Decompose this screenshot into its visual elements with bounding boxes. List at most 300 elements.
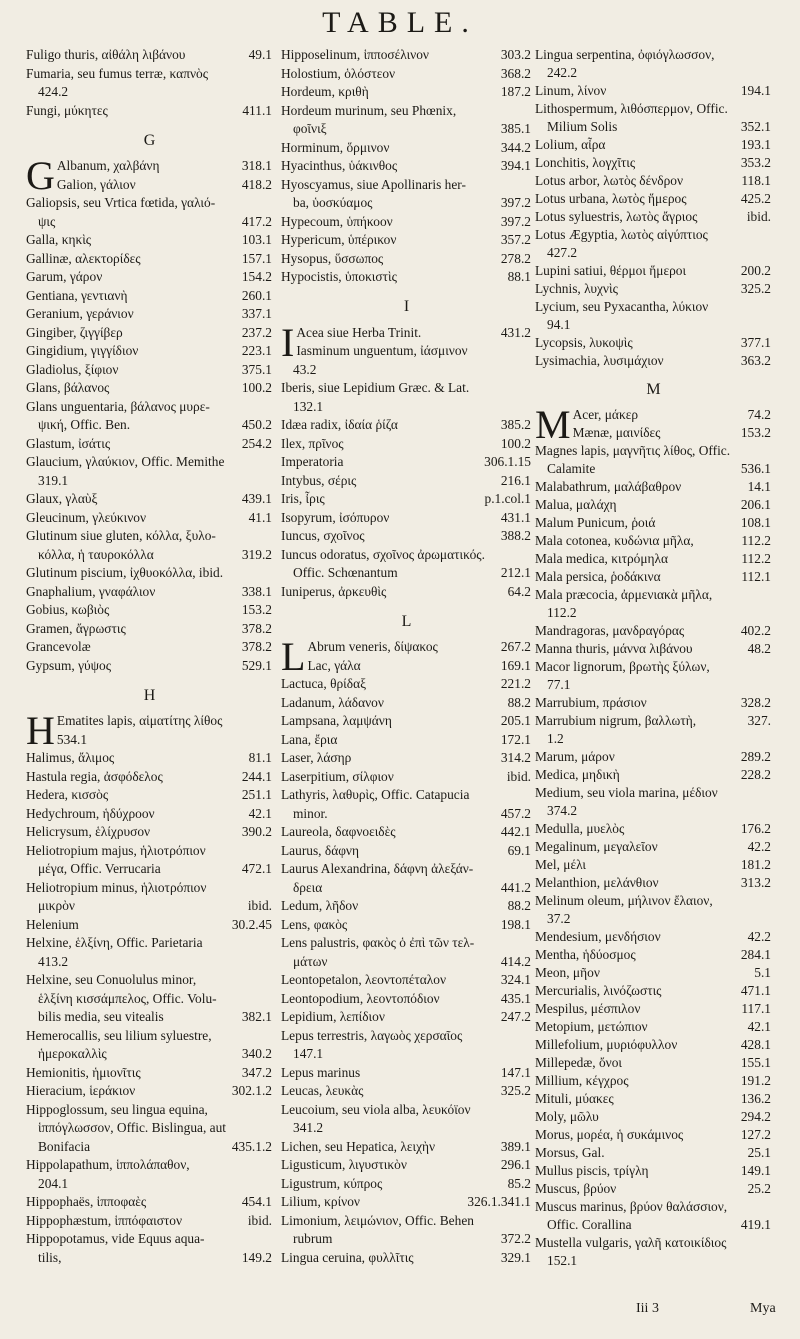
index-entry [26, 342, 274, 361]
page-ref: 112.1 [741, 569, 771, 584]
entry-line [535, 226, 771, 244]
entry-line [281, 268, 531, 287]
page-ref: 244.1 [241, 768, 272, 784]
entry-term: Melanthion, μελάνθιον [535, 875, 659, 890]
index-entry [26, 786, 274, 805]
entry-term: Medulla, μυελὸς [535, 821, 625, 836]
index-entry [26, 620, 274, 639]
entry-term-cont: μικρὸν [38, 898, 75, 913]
entry-term: Galla, κηκὶς [26, 232, 92, 247]
entry-line [535, 712, 771, 730]
page-ref: 318.1 [241, 158, 272, 173]
entry-line [281, 1156, 531, 1175]
page-ref: 435.1 [500, 990, 531, 1006]
entry-line [26, 435, 272, 454]
entry-line [281, 1138, 531, 1157]
page-ref: 212.1 [500, 565, 531, 580]
index-entry [26, 287, 274, 306]
entry-term: Hypocistis, ὑποκιστὶς [281, 269, 397, 284]
entry-term: Helenium [26, 916, 79, 932]
entry-continuation [535, 244, 771, 262]
page-ref: ibid. [746, 209, 771, 224]
entry-line [535, 820, 771, 838]
index-entry [535, 352, 773, 370]
index-entry [535, 424, 773, 442]
entry-line [535, 928, 771, 946]
index-entry [535, 820, 773, 838]
index-entry [281, 268, 533, 287]
index-entry [535, 46, 773, 82]
entry-line [535, 1234, 771, 1252]
entry-line [26, 46, 272, 65]
entry-line [535, 442, 771, 460]
entry-line [26, 620, 272, 639]
entry-term: Manna thuris, μάννα λιβάνου [535, 641, 693, 656]
index-entry [281, 860, 533, 897]
page-ref: 181.2 [740, 857, 771, 872]
page-ref: 324.1 [500, 972, 531, 987]
entry-term-cont: Milium Solis [547, 119, 618, 134]
entry-line [535, 694, 771, 712]
entry-term-cont: μέγα, Offic. Verrucaria [38, 861, 161, 876]
entry-term: Idæa radix, ἰδαία ῥίζα [281, 417, 398, 432]
entry-line [281, 231, 531, 250]
index-entry [535, 136, 773, 154]
entry-term: Lupini satiui, θέρμοι ἥμεροι [535, 263, 687, 278]
page-ref: 536.1 [740, 461, 771, 476]
index-entry [535, 928, 773, 946]
entry-term: Marrubium, πράσιον [535, 695, 647, 710]
entry-line [535, 334, 771, 352]
page-ref: 25.1 [747, 1145, 771, 1160]
entry-line [26, 509, 272, 528]
entry-term: Acea siue Herba Trinit. [296, 324, 422, 340]
entry-line [281, 416, 531, 435]
entry-term: Holostium, ὁλόστεον [281, 65, 396, 81]
entry-term: Heliotropium majus, ἡλιοτρόπιον [26, 842, 206, 858]
entry-term: Ladanum, λάδανον [281, 694, 384, 710]
index-entry [26, 324, 274, 343]
page-ref: 337.1 [241, 306, 272, 321]
entry-term: Iberis, siue Lepidium Græc. & Lat. [281, 380, 470, 395]
page-ref: 42.2 [747, 929, 771, 944]
entry-term: Hordeum, κριθὴ [281, 84, 369, 99]
page-ref: 296.1 [500, 1157, 531, 1172]
index-entry [535, 442, 773, 478]
entry-term: Mespilus, μέσπιλον [535, 1001, 641, 1016]
index-entry [281, 1249, 533, 1268]
entry-term: Morus, μορέα, ἡ συκάμινος [535, 1127, 684, 1142]
index-entry [535, 100, 773, 136]
entry-line [281, 1101, 531, 1120]
index-entry [26, 250, 274, 269]
entry-line [26, 1212, 272, 1231]
page-ref: 206.1 [740, 497, 771, 512]
entry-term: Lens palustris, φακὸς ὁ ἐπὶ τῶν τελ- [281, 935, 475, 950]
index-entry [535, 262, 773, 280]
index-entry [535, 478, 773, 496]
entry-term: Lana, ἔρια [281, 731, 338, 747]
entry-term: Iuncus, σχοῖνος [281, 528, 365, 543]
entry-term: Gingiber, ζιγγίβερ [26, 324, 123, 340]
entry-term-cont: 341.2 [293, 1120, 324, 1135]
entry-term: Marrubium nigrum, βαλλωτὴ, [535, 713, 697, 728]
entry-term: Halimus, ἄλιμος [26, 750, 115, 765]
entry-line [535, 640, 771, 658]
entry-term: Hippolapathum, ἱππολάπαθον, [26, 1157, 190, 1172]
entry-line [281, 46, 531, 65]
entry-line [26, 823, 272, 842]
entry-term: Leontopodium, λεοντοπόδιον [281, 990, 440, 1006]
page-ref: 418.2 [241, 176, 272, 192]
entry-line [281, 1082, 531, 1101]
index-column-3 [535, 46, 773, 1270]
entry-line [281, 971, 531, 990]
page-ref: 414.2 [500, 953, 531, 969]
index-entry [535, 82, 773, 100]
page-ref: 385.2 [500, 417, 531, 432]
index-entry [535, 298, 773, 334]
entry-continuation [535, 118, 771, 136]
entry-line [535, 172, 771, 190]
page-ref: 428.1 [740, 1037, 771, 1052]
page-ref: 377.1 [740, 335, 771, 350]
section-letter: M [646, 381, 662, 398]
entry-term: Hedera, κισσὸς [26, 787, 109, 802]
entry-line [26, 1101, 272, 1120]
index-entry [281, 1212, 533, 1249]
index-entry [281, 46, 533, 65]
page-ref: 147.1 [500, 1064, 531, 1080]
entry-term: Mituli, μύακες [535, 1091, 614, 1106]
index-entry [281, 1156, 533, 1175]
entry-line [281, 250, 531, 269]
page-ref: 417.2 [241, 213, 272, 229]
entry-term: Intybus, σέρις [281, 472, 357, 488]
entry-term: Mullus piscis, τρίγλη [535, 1163, 649, 1178]
index-entry [281, 1193, 533, 1212]
index-entry [26, 176, 274, 195]
page-ref: 193.1 [740, 137, 771, 152]
entry-term-cont: Bonifacia [38, 1138, 91, 1154]
entry-term: Mendesium, μενδήσιον [535, 929, 661, 944]
page-ref: 425.2 [740, 191, 771, 206]
entry-continuation [26, 472, 272, 491]
entry-line [26, 601, 272, 620]
entry-line [281, 213, 531, 232]
entry-continuation [281, 1230, 531, 1249]
entry-line [535, 964, 771, 982]
entry-term: Lotus arbor, λωτὸς δένδρον [535, 173, 684, 188]
index-entry [281, 934, 533, 971]
entry-line [26, 342, 272, 361]
entry-line [26, 749, 272, 768]
entry-line [535, 352, 771, 370]
entry-line [26, 879, 272, 898]
entry-term: Lichen, seu Hepatica, λειχὴν [281, 1138, 436, 1154]
entry-term-cont: ba, ὑοσκύαμος [293, 195, 373, 210]
index-entry [535, 1126, 773, 1144]
entry-term-cont: tilis, [38, 1249, 62, 1265]
entry-term: Laserpitium, σίλφιον [281, 768, 394, 784]
page-ref: 251.1 [241, 787, 272, 802]
index-entry [535, 1072, 773, 1090]
entry-term-cont: 242.2 [547, 65, 578, 80]
entry-term: Ilex, πρῖνος [281, 435, 344, 451]
index-entry [281, 731, 533, 750]
entry-term: Lotus Ægyptia, λωτὸς αἰγύπτιος [535, 227, 708, 242]
entry-line [281, 842, 531, 861]
entry-term: Gobius, κωβιὸς [26, 602, 110, 617]
page-ref: 314.2 [500, 750, 531, 765]
index-entry [281, 139, 533, 158]
entry-term: Imperatoria [281, 454, 344, 469]
entry-term: Malua, μαλάχη [535, 497, 617, 512]
entry-line [535, 550, 771, 568]
entry-term: Glutinum siue gluten, κόλλα, ξυλο- [26, 528, 216, 543]
index-entry [281, 897, 533, 916]
entry-term: Meon, μῆον [535, 965, 600, 980]
entry-term: Gladiolus, ξίφιον [26, 361, 119, 377]
entry-continuation [26, 213, 272, 232]
index-entry [535, 334, 773, 352]
entry-line [281, 509, 531, 528]
section-letter: L [401, 612, 413, 630]
page-ref: 471.1 [740, 983, 771, 998]
page-ref: 306.1.15 [484, 454, 531, 469]
entry-line [535, 262, 771, 280]
index-entry [535, 586, 773, 622]
page-ref: 303.2 [500, 47, 531, 62]
signature-mark: Iii 3 [636, 1301, 659, 1316]
index-entry [535, 838, 773, 856]
entry-line [535, 1162, 771, 1180]
index-entry [281, 657, 533, 676]
entry-term: Hypericum, ὑπέρικον [281, 232, 397, 247]
entry-term: Megalinum, μεγαλεῖον [535, 839, 658, 854]
page-ref: 378.2 [241, 639, 272, 654]
page-ref: 472.1 [241, 861, 272, 876]
entry-term-cont: ψις [38, 213, 56, 229]
entry-term: Ledum, λῆδον [281, 898, 359, 913]
entry-term: Gleucinum, γλεύκινον [26, 509, 147, 525]
entry-line [281, 157, 531, 176]
entry-term-cont: 43.2 [293, 361, 317, 377]
entry-line [535, 154, 771, 172]
entry-term: Hedychroum, ἡδύχροον [26, 805, 155, 821]
entry-term: Gentiana, γεντιανὴ [26, 287, 128, 303]
entry-line [535, 748, 771, 766]
index-entry [26, 361, 274, 380]
index-entry [281, 453, 533, 472]
entry-line [281, 990, 531, 1009]
entry-line [281, 675, 531, 694]
entry-line [281, 860, 531, 879]
page-ref: 344.2 [500, 139, 531, 155]
entry-continuation [26, 1175, 272, 1194]
entry-term: Ematites lapis, αἱματίτης λίθος [56, 713, 223, 728]
page-ref: 172.1 [500, 731, 531, 747]
entry-continuation [26, 1249, 272, 1268]
index-entry [281, 1175, 533, 1194]
entry-term: Laurus Alexandrina, δάφνη ἀλεξάν- [281, 861, 474, 876]
page-ref: 385.1 [500, 121, 531, 136]
page-ref: 352.1 [740, 119, 771, 134]
page-ref: 289.2 [740, 749, 771, 764]
page-ref: 439.1 [241, 491, 272, 506]
entry-continuation [281, 953, 531, 972]
entry-line [26, 971, 272, 990]
index-entry [281, 990, 533, 1009]
entry-term-cont: Calamite [547, 461, 596, 476]
entry-term: Hemionitis, ἡμιονῖτις [26, 1064, 141, 1080]
index-entry [535, 280, 773, 298]
entry-term: Glutinum piscium, ἰχθυοκόλλα, ibid. [26, 565, 224, 580]
entry-term-cont: 147.1 [293, 1046, 324, 1061]
index-column-1 [26, 46, 274, 1267]
index-entry [26, 231, 274, 250]
entry-term: Leucoium, seu viola alba, λευκόϊον [281, 1101, 471, 1117]
entry-term: Leucas, λευκὰς [281, 1083, 364, 1098]
index-entry [281, 1101, 533, 1138]
page-ref: 402.2 [740, 623, 771, 638]
entry-term: Mustella vulgaris, γαλῆ κατοικίδιος [535, 1235, 727, 1250]
entry-continuation [535, 802, 771, 820]
entry-continuation [26, 731, 272, 750]
entry-term: Gallinæ, αλεκτορίδες [26, 250, 141, 266]
index-entry [281, 786, 533, 823]
index-entry [26, 398, 274, 435]
page-ref: 260.1 [241, 287, 272, 303]
entry-line [535, 1198, 771, 1216]
page-ref: ibid. [247, 898, 272, 913]
index-entry [535, 1180, 773, 1198]
entry-term-cont: 152.1 [547, 1253, 578, 1268]
entry-term: Magnes lapis, μαγνῆτις λίθος, Offic. [535, 443, 731, 458]
index-entry [281, 675, 533, 694]
page-ref: 397.2 [500, 195, 531, 210]
entry-continuation [281, 1045, 531, 1064]
page-ref: 85.2 [507, 1175, 531, 1191]
entry-term-cont: κόλλα, ἡ ταυροκόλλα [38, 546, 154, 562]
index-entry [281, 1027, 533, 1064]
index-entry [281, 768, 533, 787]
index-entry [26, 435, 274, 454]
entry-term: Gypsum, γύψος [26, 657, 112, 673]
entry-line [535, 1144, 771, 1162]
entry-term: Ligustrum, κύπρος [281, 1175, 383, 1191]
entry-line [535, 190, 771, 208]
index-entry [26, 564, 274, 583]
index-entry [26, 1193, 274, 1212]
index-entry [281, 65, 533, 84]
entry-term: Mala medica, κιτρόμηλα [535, 551, 669, 566]
entry-continuation [281, 879, 531, 898]
entry-line [281, 65, 531, 84]
entry-line [281, 139, 531, 158]
index-entry [281, 231, 533, 250]
entry-term: Glans unguentaria, βάλανος μυρε- [26, 398, 210, 414]
entry-term-cont: 204.1 [38, 1175, 69, 1191]
page-ref: 419.1 [740, 1217, 771, 1232]
entry-continuation [281, 805, 531, 824]
entry-line [535, 658, 771, 676]
page-ref: 294.2 [740, 1109, 771, 1124]
entry-term: Laurus, δάφνη [281, 842, 359, 858]
entry-term: Lycium, seu Pyxacantha, λύκιον [535, 299, 709, 314]
index-entry [535, 1036, 773, 1054]
entry-line [281, 897, 531, 916]
page-ref: 25.2 [747, 1181, 771, 1196]
entry-term-cont: ἱππόγλωσσον, Offic. Bislingua, aut [38, 1120, 227, 1135]
index-entry [281, 527, 533, 546]
page-ref: 450.2 [241, 417, 272, 432]
entry-continuation [26, 1045, 272, 1064]
entry-line [281, 342, 531, 361]
entry-term: Garum, γάρον [26, 269, 103, 284]
entry-continuation [281, 361, 531, 380]
entry-line [281, 916, 531, 935]
index-entry [281, 1138, 533, 1157]
index-entry [281, 416, 533, 435]
drop-capital: G [26, 153, 55, 198]
entry-term: Laser, λάσηρ [281, 750, 352, 765]
section-letter: H [143, 686, 157, 704]
entry-line [26, 361, 272, 380]
entry-line [535, 478, 771, 496]
page-ref: 319.2 [241, 546, 272, 562]
page-ref: 153.2 [241, 602, 272, 617]
page-ref: 457.2 [500, 805, 531, 821]
index-entry [535, 694, 773, 712]
entry-term: Isopyrum, ἰσόπυρον [281, 509, 390, 525]
entry-line [281, 527, 531, 546]
entry-continuation [535, 64, 771, 82]
entry-term: Hysopus, ὕσσωπος [281, 250, 384, 266]
entry-term-cont: φοῖνιξ [293, 121, 327, 136]
index-entry [535, 622, 773, 640]
entry-line [281, 83, 531, 102]
entry-term-cont: 112.2 [547, 605, 577, 620]
entry-term-cont: ἑλξίνη κισσάμπελος, Offic. Volu- [38, 990, 217, 1006]
index-entry [535, 532, 773, 550]
entry-term: Macor lignorum, βρωτὴς ξύλων, [535, 659, 710, 674]
index-entry [281, 842, 533, 861]
entry-line [281, 102, 531, 121]
entry-term-cont: 413.2 [38, 953, 69, 969]
entry-term: Iuncus odoratus, σχοῖνος ἀρωματικός. [281, 546, 485, 562]
entry-line [26, 176, 272, 195]
entry-line [26, 490, 272, 509]
page-ref: 329.1 [500, 1249, 531, 1265]
entry-term: Mentha, ἡδύοσμος [535, 947, 636, 962]
entry-line [26, 1193, 272, 1212]
drop-capital: I [281, 319, 295, 365]
entry-continuation [26, 546, 272, 565]
page-ref: 74.2 [747, 407, 771, 422]
page-ref: 284.1 [740, 947, 771, 962]
entry-term-cont: 427.2 [547, 245, 578, 260]
page-ref: 42.1 [747, 1019, 771, 1034]
entry-term: Lychnis, λυχνὶς [535, 281, 618, 296]
entry-term-cont: Offic. Schœnantum [293, 565, 398, 580]
entry-term: Glastum, ἰσάτις [26, 435, 111, 451]
index-entry [281, 435, 533, 454]
page-ref: 112.2 [741, 551, 771, 566]
entry-term-cont: 77.1 [547, 677, 571, 692]
entry-continuation [26, 897, 272, 916]
page-ref: 353.2 [740, 155, 771, 170]
